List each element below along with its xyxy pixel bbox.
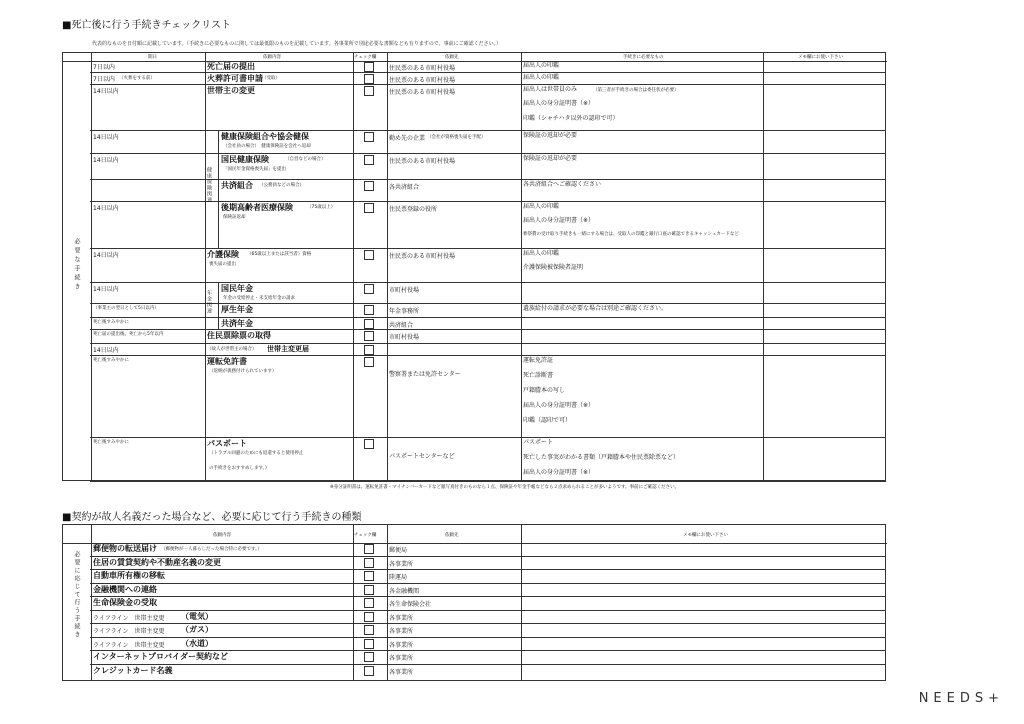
row2-checkbox[interactable] bbox=[364, 544, 374, 554]
row-checkbox[interactable] bbox=[364, 181, 374, 191]
row2-content: 金融機関への連絡 bbox=[93, 584, 157, 594]
row-content-note: （会社員の場合） 健康保険証を会社へ返却 bbox=[223, 144, 311, 149]
row-dest-note: （会社が資格喪失届を手配） bbox=[427, 135, 486, 140]
row-checkbox[interactable] bbox=[364, 284, 374, 294]
row-date: （事業主の翌日として5日以内） bbox=[93, 306, 159, 311]
row2-content: 生命保険金の受取 bbox=[93, 598, 157, 607]
row-divider bbox=[90, 343, 886, 344]
row-dest: 市町村役場 bbox=[389, 334, 420, 341]
row-checkbox[interactable] bbox=[364, 439, 374, 449]
row-content-note2: 保険証返却 bbox=[223, 215, 246, 220]
row-divider bbox=[90, 583, 886, 584]
row-checkbox[interactable] bbox=[364, 357, 374, 367]
row-divider bbox=[90, 153, 886, 154]
row-date: 7日以内 bbox=[93, 76, 115, 83]
header-needs: 手続きに必要なもの bbox=[623, 55, 664, 60]
row-dest: 住民票のある市町村役場 bbox=[389, 158, 456, 165]
footnote: ※身分証明書は、運転免許書・マイナンバーカードなど顔写真付きのものなら１点、保険証や年金手帳などなら２点求められることが多いようです。事前にご確認ください。 bbox=[330, 485, 680, 490]
row-divider bbox=[90, 282, 886, 283]
row-content-note2: 年金の受給停止・未支給年金の請求 bbox=[223, 296, 295, 301]
row-content: 後期高齢者医療保険 bbox=[221, 203, 293, 212]
row2-content: （水道） bbox=[181, 638, 213, 648]
row-divider bbox=[90, 481, 886, 482]
row2-dest: 各事業所 bbox=[389, 655, 414, 662]
row2-checkbox[interactable] bbox=[364, 571, 374, 581]
row-dest: 警察署または免許センター bbox=[389, 371, 461, 378]
row-dest: 住民票のある市町村役場 bbox=[389, 77, 456, 84]
row2-checkbox[interactable] bbox=[364, 639, 374, 649]
row2-checkbox[interactable] bbox=[364, 558, 374, 568]
row2-dest: 各事業所 bbox=[389, 641, 414, 649]
row-content: 共済組合 bbox=[221, 181, 253, 190]
row-dest: 住民票のある市町村役場 bbox=[389, 89, 456, 96]
header-memo: メモ欄にお使い下さい bbox=[798, 55, 843, 60]
row-dest: 共済組合 bbox=[389, 322, 414, 329]
pension-group-label: 年金関連 bbox=[206, 290, 212, 314]
row-content: 住民票除票の取得 bbox=[207, 331, 271, 340]
row-content-note: （返納が義務付けられています） bbox=[209, 369, 277, 374]
row-content: 世帯主の変更 bbox=[207, 86, 255, 95]
row-content: 健康保険組合や協会健保 bbox=[221, 132, 309, 141]
row-checkbox[interactable] bbox=[364, 305, 374, 315]
row-divider bbox=[90, 317, 886, 318]
row2-checkbox[interactable] bbox=[364, 598, 374, 608]
row-dest: 市町村役場 bbox=[389, 287, 420, 294]
group-divider bbox=[218, 282, 219, 329]
health-insurance-group-label: 健康保険関連 bbox=[206, 167, 212, 203]
row2-content: 郵便物の転送届け bbox=[93, 544, 157, 553]
row-need: 戸籍謄本の写し bbox=[523, 387, 566, 394]
row-content: 介護保険 bbox=[207, 250, 239, 259]
row-checkbox[interactable] bbox=[364, 319, 374, 329]
row2-dest: 各事業所 bbox=[389, 628, 414, 635]
row-checkbox[interactable] bbox=[364, 86, 374, 96]
row2-checkbox[interactable] bbox=[364, 666, 374, 676]
row-date: 7日以内 bbox=[93, 64, 115, 71]
row2-checkbox[interactable] bbox=[364, 585, 374, 595]
row-content-note: （公務員などの場合） bbox=[259, 183, 304, 188]
row-need: 届出人の印鑑 bbox=[523, 74, 560, 81]
row-need: 死亡した事実がわかる書類（戸籍謄本や住民票除票など） bbox=[523, 454, 680, 461]
row-need: 遺族給付の請求が必要な場合は別途ご確認ください。 bbox=[523, 305, 668, 312]
row-content: 火葬許可書申請 bbox=[207, 74, 263, 83]
row-content: 死亡届の提出 bbox=[207, 62, 255, 71]
row2-dest: 陸運局 bbox=[389, 574, 408, 581]
row-content-note: （75歳以上） bbox=[307, 205, 336, 210]
row-content-note: （自営などの場合） bbox=[285, 157, 326, 162]
row2-pre: ライフライン 世帯主変更 bbox=[93, 628, 165, 635]
row2-note: （郵便物が一人暮らしだった場合特に必要です。） bbox=[161, 547, 262, 552]
row-need: 印鑑（認印で可） bbox=[523, 417, 572, 424]
header2-check: チェック欄 bbox=[354, 533, 377, 538]
row2-pre: ライフライン 世帯主変更 bbox=[93, 614, 165, 622]
row-need: 届出人の印鑑 bbox=[523, 62, 560, 69]
header-dest: 依頼先 bbox=[445, 55, 459, 60]
row-divider bbox=[90, 130, 886, 131]
row-divider bbox=[90, 569, 886, 570]
checklist-table bbox=[62, 52, 886, 481]
row-need: 届出人の身分証明書（※） bbox=[523, 402, 595, 409]
row-checkbox[interactable] bbox=[364, 331, 374, 341]
row2-content: 住居の賃貸契約や不動産名義の変更 bbox=[93, 557, 221, 567]
row-need: 各共済組合へご確認ください bbox=[523, 181, 602, 188]
row-need: 死亡診断書 bbox=[523, 372, 554, 379]
row-content-note2: 喪失届の提出 bbox=[209, 262, 236, 267]
row-need: 届出人の印鑑 bbox=[523, 203, 560, 210]
row-dest: 住民票のある市町村役場 bbox=[389, 253, 456, 260]
row-date: 14日以内 bbox=[93, 252, 119, 259]
row-need: 保険証の返却が必要 bbox=[523, 132, 578, 139]
row-content: 共済年金 bbox=[221, 319, 253, 328]
row2-checkbox[interactable] bbox=[364, 625, 374, 635]
row-need: 届出人の身分証明書（※） bbox=[523, 100, 595, 107]
section1-title: ■死亡後に行う手続きチェックリスト bbox=[62, 20, 231, 31]
row-need: 保険証の返却が必要 bbox=[523, 155, 578, 162]
row-date-note: （火葬をする前） bbox=[119, 76, 155, 81]
needs-logo: NEEDS+ bbox=[918, 691, 1004, 706]
row-content-note: （65歳以上または該当者）資格 bbox=[247, 252, 312, 257]
row2-pre: ライフライン 世帯主変更 bbox=[93, 641, 165, 649]
row-date: 14日以内 bbox=[93, 286, 119, 293]
row-content-pre: （故人が世帯主の場合） bbox=[207, 347, 257, 352]
row-need: 届出人の身分証明書（※） bbox=[523, 469, 595, 476]
row-need: （第三者が手続きの場合は委任状が必要） bbox=[593, 88, 679, 93]
row-need: 介護保険被保険者証明 bbox=[523, 264, 584, 271]
row-content: 国民年金 bbox=[221, 284, 253, 293]
row-dest: 住民票登録の役所 bbox=[389, 206, 438, 213]
row2-dest: 各事業所 bbox=[389, 560, 414, 568]
row2-content: （ガス） bbox=[181, 625, 213, 634]
row2-checkbox[interactable] bbox=[364, 612, 374, 622]
row-date: 死亡後すみやかに bbox=[93, 320, 129, 325]
row-date: 14日以内 bbox=[93, 157, 119, 164]
row-divider bbox=[90, 664, 886, 665]
row2-content: クレジットカード名義 bbox=[93, 665, 173, 675]
row2-checkbox[interactable] bbox=[364, 652, 374, 662]
header2-dest: 依頼先 bbox=[445, 533, 459, 538]
row-need: 届出人の印鑑 bbox=[523, 250, 560, 257]
row2-dest: 各生命保険会社 bbox=[389, 601, 432, 608]
section2-title: ■契約が故人名義だった場合など、必要に応じて行う手続きの種類 bbox=[62, 512, 362, 523]
row-date: 14日以内 bbox=[93, 347, 119, 354]
header2-content: 依頼内容 bbox=[213, 533, 231, 538]
row-divider bbox=[90, 596, 886, 597]
group-divider bbox=[218, 130, 219, 248]
row2-dest: 郵便局 bbox=[389, 547, 408, 554]
row-date: 14日以内 bbox=[93, 205, 119, 212]
row-date: 14日以内 bbox=[93, 134, 119, 141]
row2-content: インターネットプロバイダー契約など bbox=[93, 652, 229, 661]
row2-content: （電気） bbox=[181, 611, 213, 621]
row-dest: 勤め先の企業 bbox=[389, 135, 426, 142]
row-content-note: （受取） bbox=[262, 76, 280, 81]
row-content-note: （トラブル回避のためにも返還すると使用停止 bbox=[209, 451, 304, 456]
section1-note: 代表的なものを日付順に記載しています。（手続きに必要なものに関しては最低限のものを記載しています。各事業所で別途必要な書類なども有りますので、事前にご確認ください。） bbox=[92, 41, 502, 47]
row-dest: 各共済組合 bbox=[389, 184, 420, 191]
row-dest: パスポートセンターなど bbox=[389, 453, 455, 460]
row-content: 世帯主変更届 bbox=[267, 345, 309, 353]
row-checkbox[interactable] bbox=[364, 250, 374, 260]
row-dest: 年金事務所 bbox=[389, 308, 420, 315]
row-content-note2: の手続きをおすすめします。） bbox=[209, 466, 270, 471]
row-checkbox[interactable] bbox=[364, 345, 374, 355]
side-label-required: 必要な手続き bbox=[73, 238, 80, 292]
row-date: 14日以内 bbox=[93, 88, 119, 95]
row2-dest: 各事業所 bbox=[389, 668, 414, 676]
row-date: 死亡届の提出後、死亡から5年以内 bbox=[93, 332, 164, 337]
row-content: 国民健康保険 bbox=[221, 155, 269, 164]
row-checkbox[interactable] bbox=[364, 62, 374, 72]
row2-dest: 各事業所 bbox=[389, 614, 414, 622]
row-checkbox[interactable] bbox=[364, 155, 374, 165]
row-date: 死亡後すみやかに bbox=[93, 358, 129, 363]
row2-content: 自動車所有権の移転 bbox=[93, 571, 165, 580]
row-need: 届出人は世帯員のみ bbox=[523, 86, 578, 93]
row-need: 運転免許証 bbox=[523, 357, 554, 364]
row-checkbox[interactable] bbox=[364, 74, 374, 84]
row-dest: 住民票のある市町村役場 bbox=[389, 65, 456, 72]
header-content: 依頼内容 bbox=[263, 55, 281, 60]
row-content: 厚生年金 bbox=[221, 305, 253, 314]
row2-dest: 各金融機関 bbox=[389, 587, 420, 595]
side-label-optional: 必要に応じて行う手続き bbox=[73, 551, 80, 639]
row-checkbox[interactable] bbox=[364, 203, 374, 213]
row-content: パスポート bbox=[207, 439, 247, 448]
row-date: 死亡後すみやかに bbox=[93, 440, 129, 445]
header-date: 期日 bbox=[148, 55, 157, 60]
row-checkbox[interactable] bbox=[364, 132, 374, 142]
header-check: チェック欄 bbox=[354, 55, 377, 60]
row-need: パスポート bbox=[523, 439, 554, 446]
row-need: 印鑑（シャチハタ以外の認印で可） bbox=[523, 115, 619, 122]
row-content: 運転免許書 bbox=[207, 357, 247, 366]
row-need: 葬祭費の受け取り手続きも一緒にする場合は、受取人の印鑑と銀行口座の確認できるキャッシュカードなど bbox=[523, 232, 739, 237]
header2-memo: メモ欄にお使い下さい bbox=[683, 533, 728, 538]
row-need: 届出人の身分証明書（※） bbox=[523, 217, 595, 224]
row-content-note2: 「国民年金資格喪失届」を提出 bbox=[223, 167, 286, 172]
